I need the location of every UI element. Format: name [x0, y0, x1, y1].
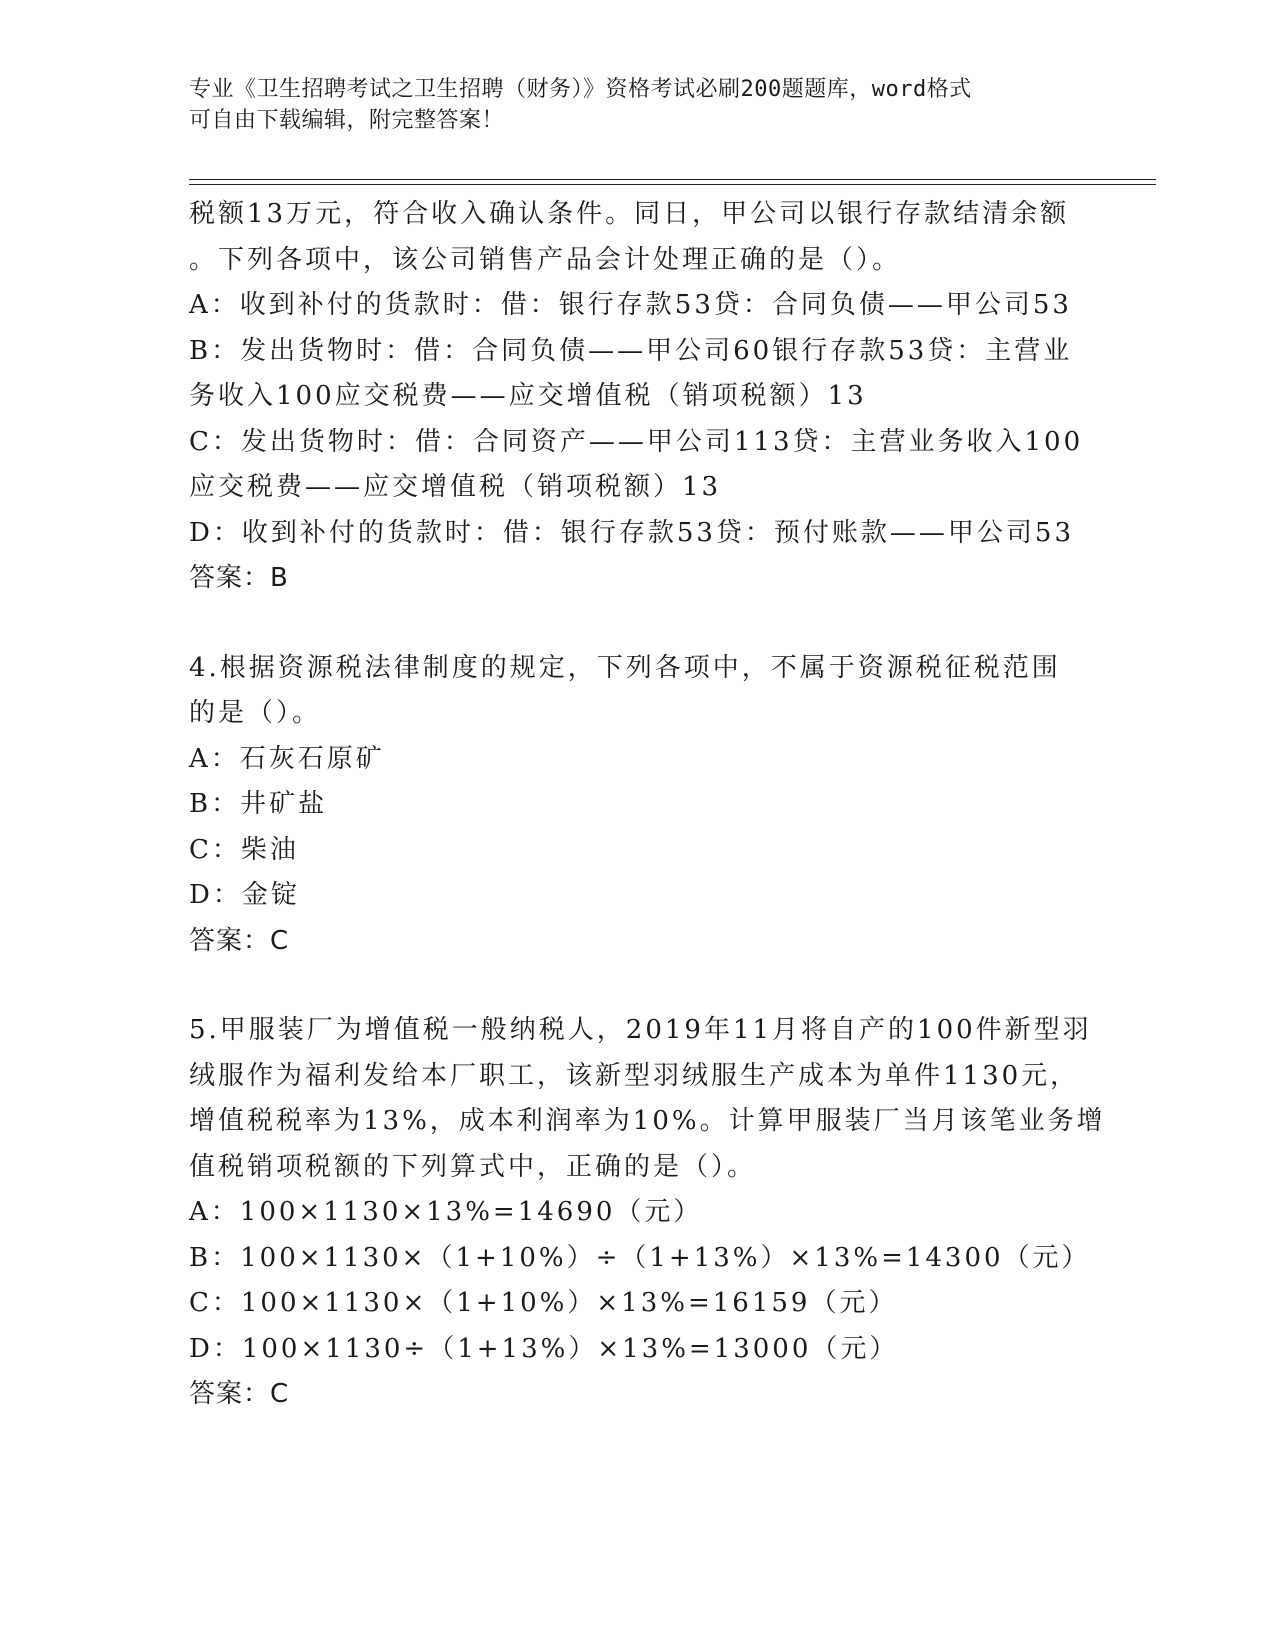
question-3 [189, 192, 1089, 602]
document-header [189, 74, 1089, 136]
option-c: C：发出货物时：借：合同资产——甲公司113贷：主营业务收入100 [189, 426, 1084, 457]
question-stem-line: 。下列各项中，该公司销售产品会计处理正确的是（）。 [189, 244, 902, 275]
header-line: 可自由下载编辑，附完整答案！ [189, 108, 505, 133]
option-b: B：井矿盐 [189, 789, 328, 819]
question-stem-line: 增值税税率为13%，成本利润率为10%。计算甲服装厂当月该笔业务增 [189, 1106, 1106, 1136]
option-d: D：收到补付的货款时：借：银行存款53贷：预付账款——甲公司53 [189, 517, 1075, 548]
option-b-continued: 务收入100应交税费——应交增值税（销项税额）13 [189, 381, 867, 411]
option-b: B：100×1130×（1+10%）÷（1+13%）×13%=14300（元） [189, 1242, 1091, 1273]
header-divider-bottom [189, 184, 1156, 185]
answer-label: 答案：B [189, 563, 289, 593]
question-stem-line: 4.根据资源税法律制度的规定，下列各项中，不属于资源税征税范围 [189, 652, 1061, 683]
question-stem-line: 5.甲服装厂为增值税一般纳税人，2019年11月将自产的100件新型羽 [189, 1015, 1092, 1045]
option-c: C：柴油 [189, 834, 299, 865]
question-4 [189, 646, 1089, 965]
question-5 [189, 1008, 1106, 1418]
question-stem-line: 税额13万元，符合收入确认条件。同日，甲公司以银行存款结清余额 [189, 199, 1070, 229]
answer-label: 答案：C [189, 925, 290, 956]
answer-label: 答案：C [189, 1379, 290, 1409]
header-line: 专业《卫生招聘考试之卫生招聘（财务）》资格考试必刷200题题库，word格式 [189, 77, 972, 102]
option-a: A：收到补付的货款时：借：银行存款53贷：合同负债——甲公司53 [189, 290, 1072, 320]
option-d: D：金锭 [189, 880, 300, 910]
question-stem-line: 绒服作为福利发给本厂职工，该新型羽绒服生产成本为单件1130元， [189, 1060, 1080, 1091]
question-list [189, 192, 1106, 1418]
option-a: A：100×1130×13%=14690（元） [189, 1197, 703, 1227]
option-c-continued: 应交税费——应交增值税（销项税额）13 [189, 472, 722, 502]
option-a: A：石灰石原矿 [189, 743, 385, 774]
option-d: D：100×1130÷（1+13%）×13%=13000（元） [189, 1333, 899, 1364]
option-b: B：发出货物时：借：合同负债——甲公司60银行存款53贷：主营业 [189, 335, 1073, 366]
question-stem-line: 值税销项税额的下列算式中，正确的是（）。 [189, 1151, 757, 1182]
option-c: C：100×1130×（1+10%）×13%=16159（元） [189, 1288, 898, 1318]
header-divider-top [189, 179, 1156, 180]
question-stem-line: 的是（）。 [189, 698, 322, 728]
